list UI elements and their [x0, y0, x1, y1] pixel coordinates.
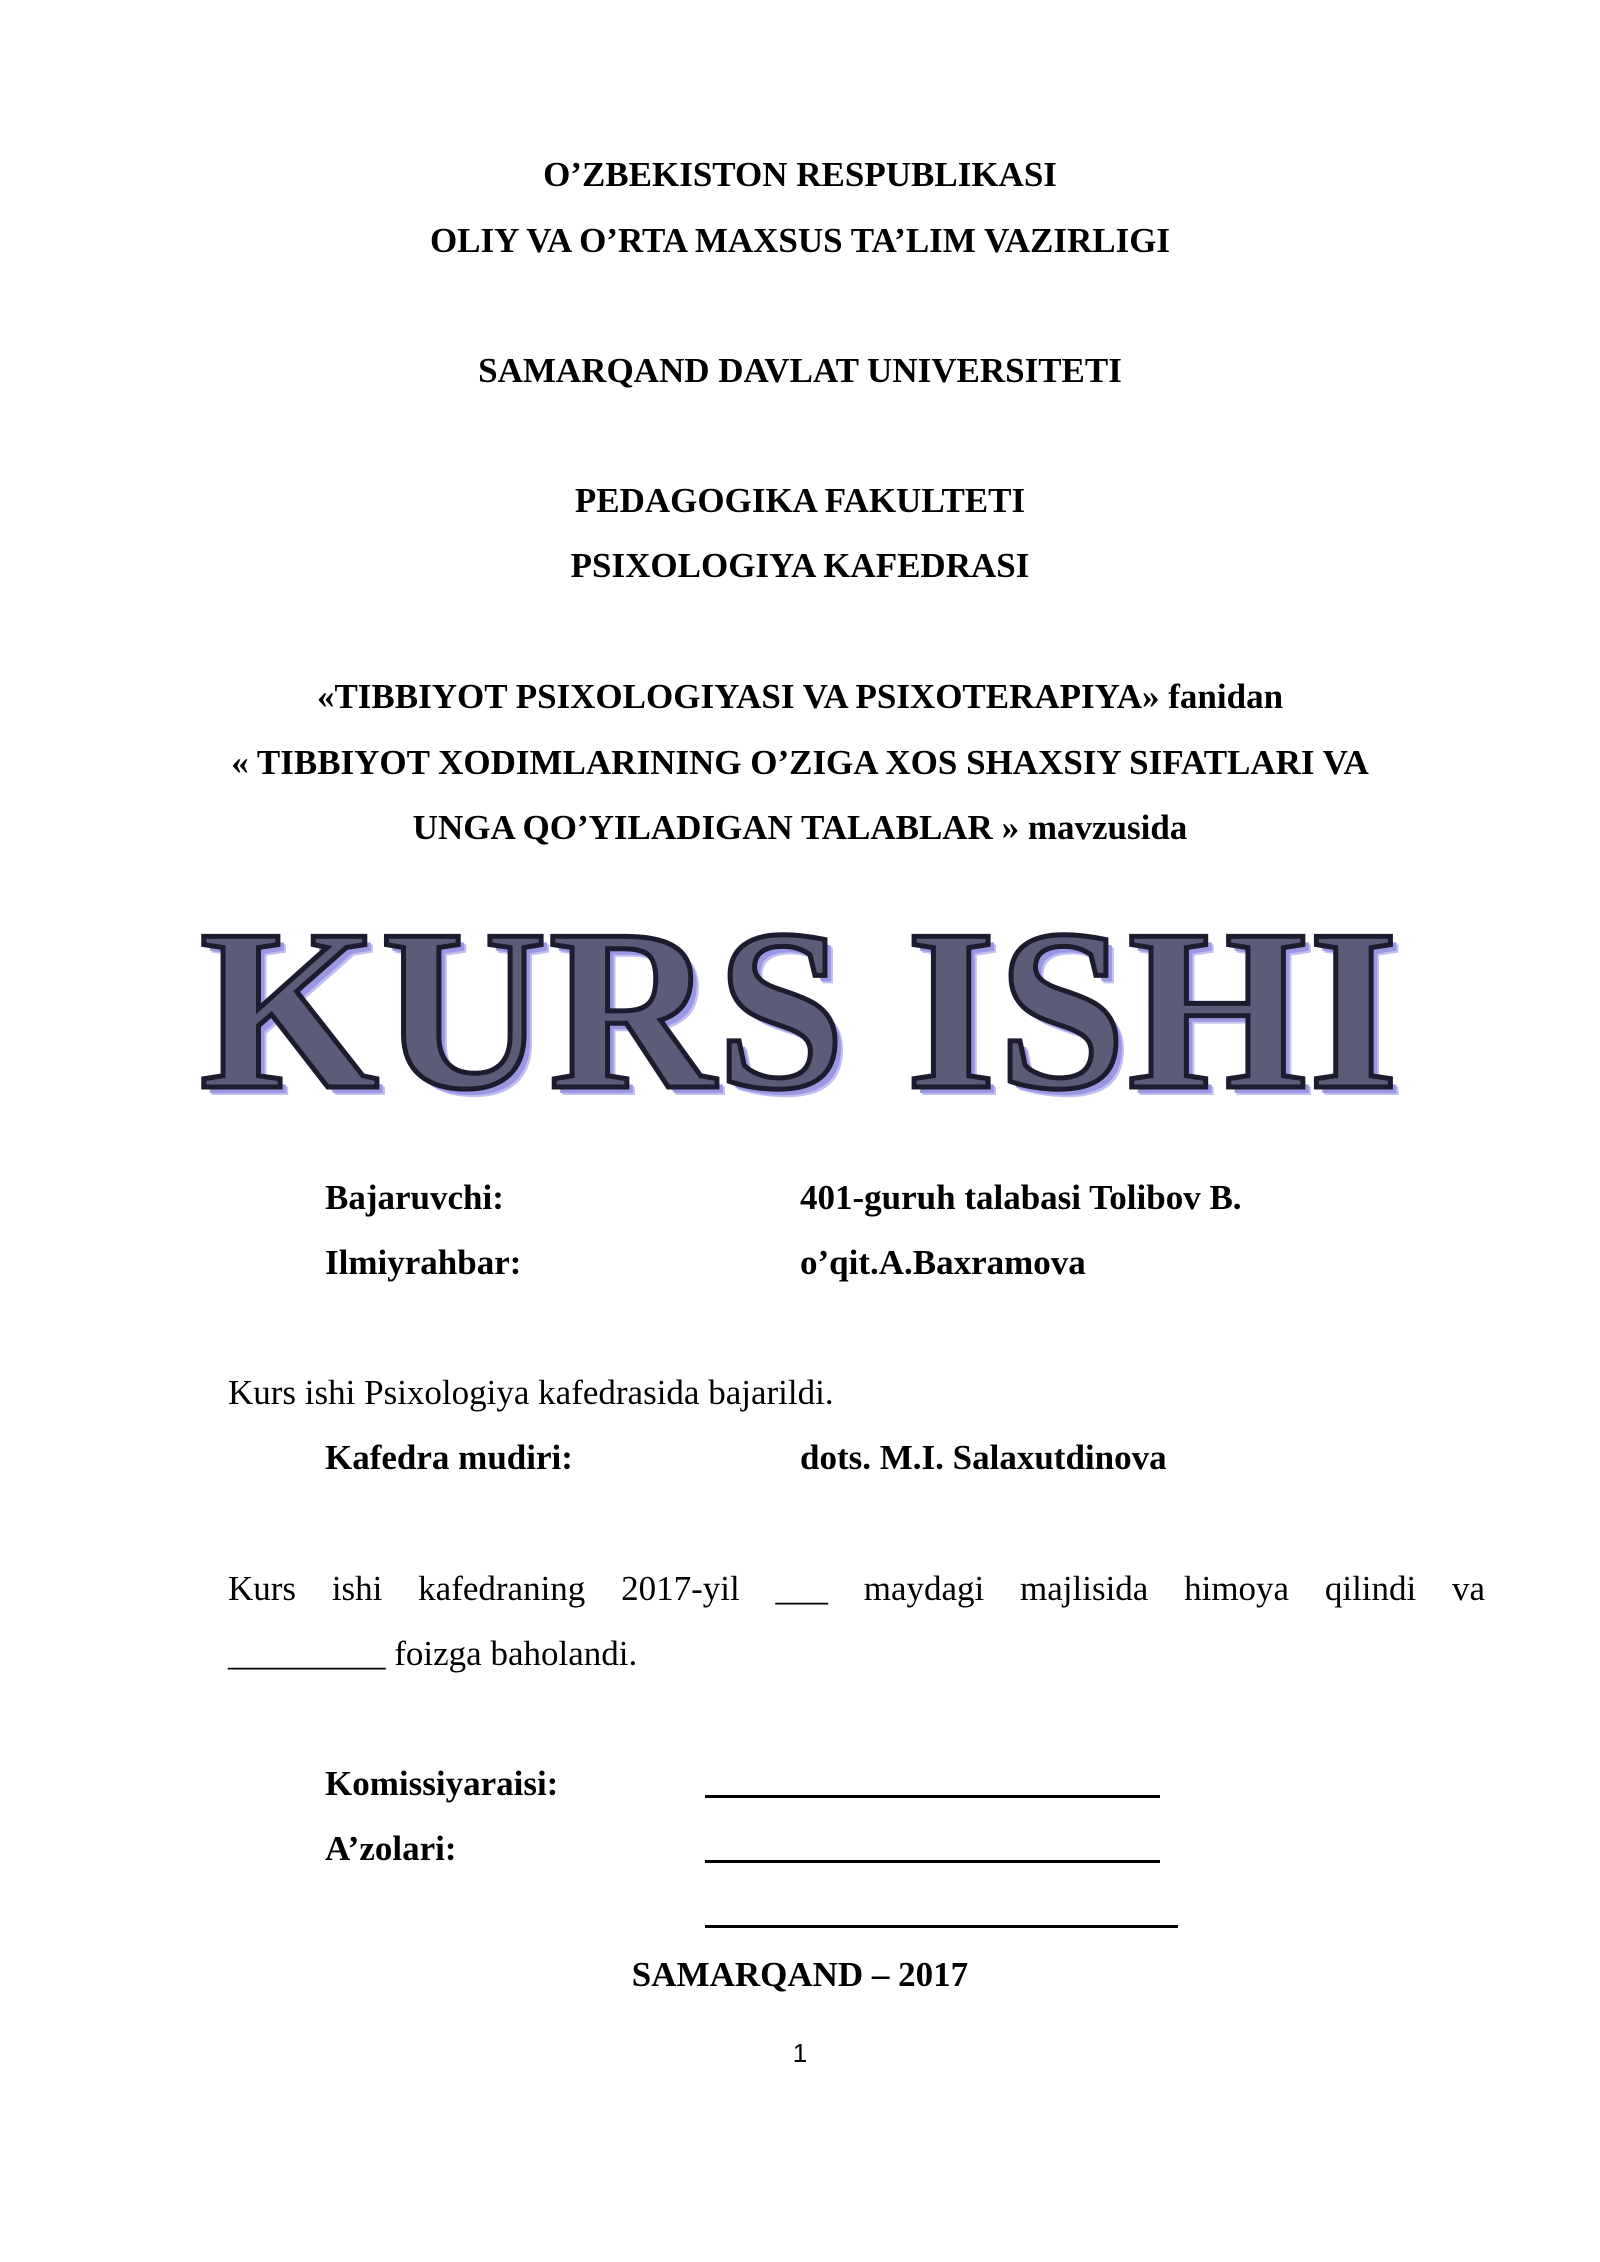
head-of-department-value: dots. M.I. Salaxutdinova — [800, 1438, 1167, 1477]
commission-chair-label: Komissiyaraisi: — [325, 1764, 559, 1803]
ministry-name-line: OLIY VA O’RTA MAXSUS TA’LIM VAZIRLIGI — [429, 221, 1171, 260]
defense-date-blank: ___ — [775, 1569, 828, 1608]
performer-label: Bajaruvchi: — [325, 1178, 504, 1217]
commission-member-signature-line — [705, 1925, 1178, 1928]
subject-line-1: «TIBBIYOT PSIXOLOGIYASI VA PSIXOTERAPIYA» fanidan — [316, 677, 1284, 716]
defense-word: 2017-yil — [621, 1569, 740, 1608]
document-title: KURS ISHI — [199, 882, 1401, 1137]
faculty-name: PEDAGOGIKA FAKULTETI — [574, 481, 1026, 520]
university-name: SAMARQAND DAVLAT UNIVERSITETI — [478, 351, 1122, 390]
supervisor-label: Ilmiyrahbar: — [325, 1243, 522, 1282]
defense-word: kafedraning — [418, 1569, 586, 1608]
defense-statement-line-2: _________ foizga baholandi. — [228, 1634, 638, 1673]
defense-word: Kurs — [228, 1569, 297, 1608]
defense-word: himoya — [1184, 1569, 1290, 1608]
defense-word: qilindi — [1324, 1569, 1417, 1608]
defense-word: ishi — [331, 1569, 383, 1608]
department-name: PSIXOLOGIYA KAFEDRASI — [570, 546, 1030, 585]
subject-line-3: UNGA QO’YILADIGAN TALABLAR » mavzusida — [412, 808, 1188, 847]
defense-word: va — [1452, 1569, 1486, 1608]
performer-value: 401-guruh talabasi Tolibov B. — [800, 1178, 1242, 1217]
page-number: 1 — [792, 2038, 808, 2068]
completed-note: Kurs ishi Psixologiya kafedrasida bajarildi. — [228, 1373, 834, 1412]
subject-line-2: « TIBBIYOT XODIMLARINING O’ZIGA XOS SHAXSIY SIFATLARI VA — [231, 743, 1369, 782]
commission-member-signature-line — [705, 1860, 1160, 1863]
supervisor-value: o’qit.A.Baxramova — [800, 1243, 1086, 1282]
defense-word: majlisida — [1020, 1569, 1149, 1608]
defense-word: maydagi — [863, 1569, 985, 1608]
ministry-country-line: O’ZBEKISTON RESPUBLIKASI — [543, 155, 1057, 194]
defense-statement-line-1 — [228, 1569, 1485, 1609]
commission-chair-signature-line — [705, 1795, 1160, 1798]
city-year: SAMARQAND – 2017 — [631, 1955, 969, 1994]
head-of-department-label: Kafedra mudiri: — [325, 1438, 573, 1477]
commission-members-label: A’zolari: — [325, 1829, 457, 1868]
